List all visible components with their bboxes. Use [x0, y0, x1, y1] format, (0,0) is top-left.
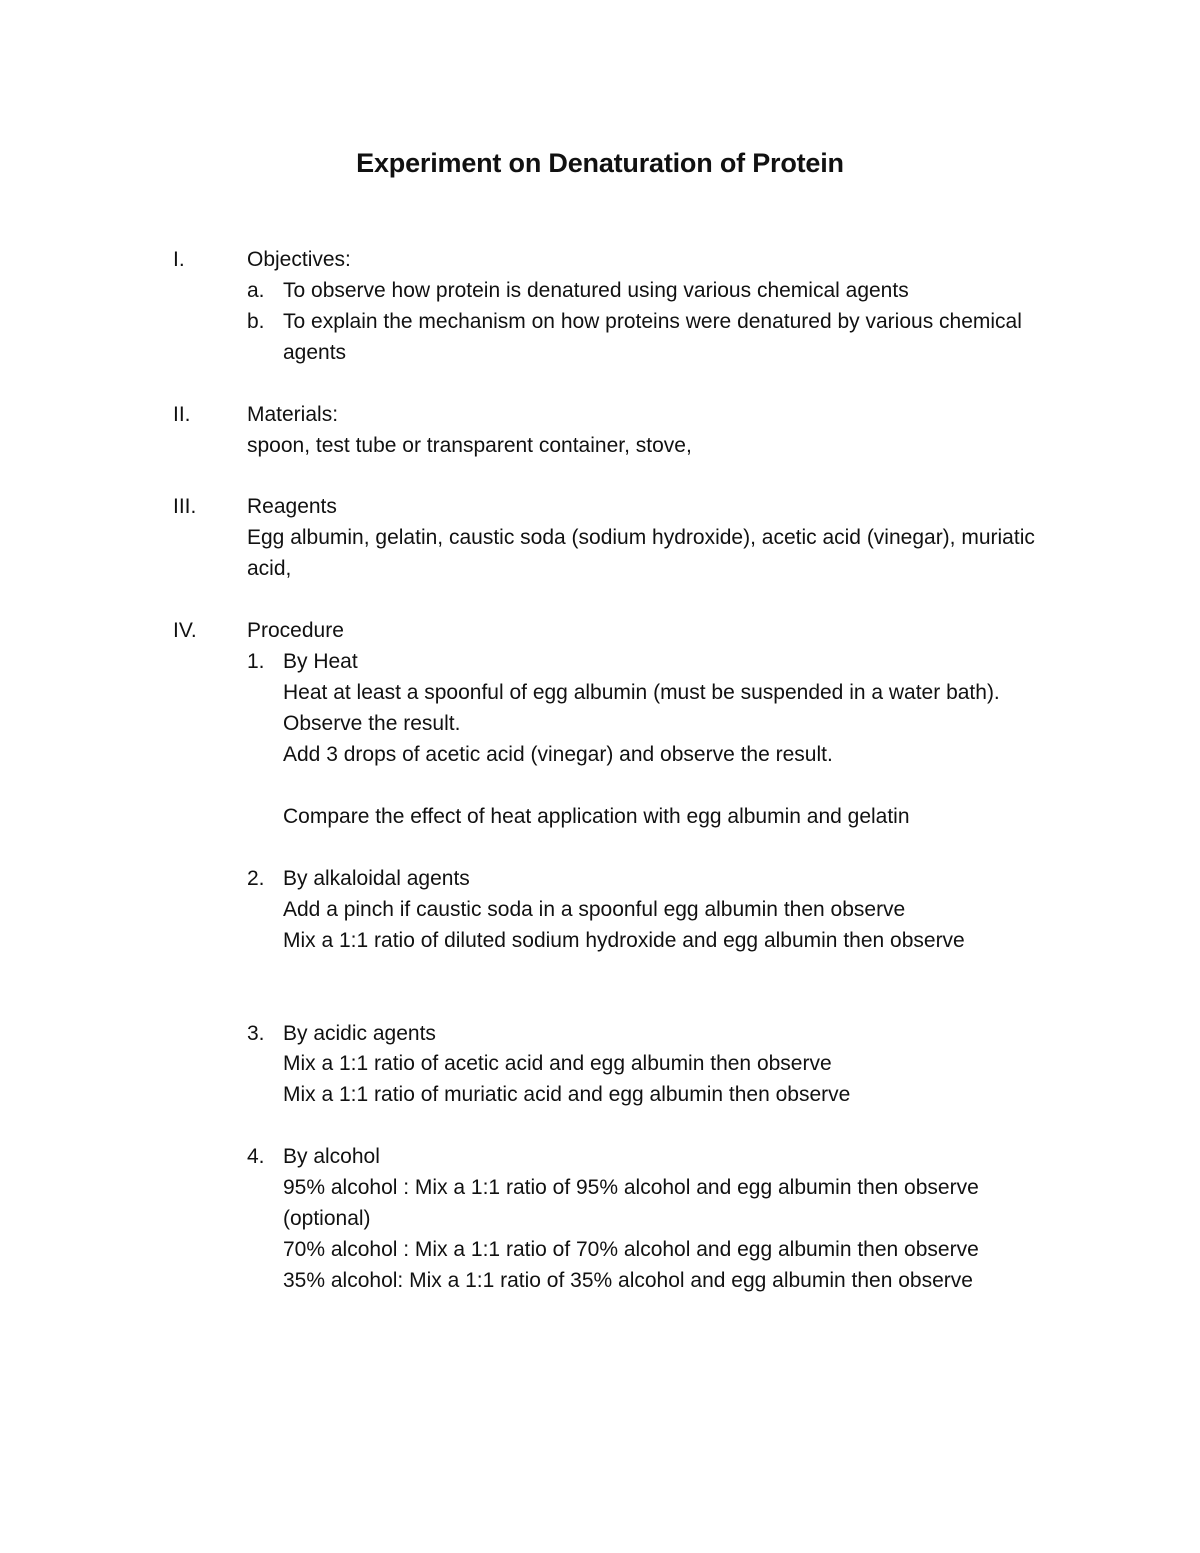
step-4-line-2: (optional): [283, 1207, 371, 1230]
step-1-line-3: Add 3 drops of acetic acid (vinegar) and observe the result.: [283, 743, 833, 766]
section-heading-procedure: Procedure: [247, 619, 344, 642]
step-3-line-1: Mix a 1:1 ratio of acetic acid and egg albumin then observe: [283, 1052, 832, 1075]
step-title-1: By Heat: [283, 650, 358, 673]
step-4-line-4: 35% alcohol: Mix a 1:1 ratio of 35% alcohol and egg albumin then observe: [283, 1269, 973, 1292]
step-2-line-1: Add a pinch if caustic soda in a spoonful egg albumin then observe: [283, 898, 906, 921]
step-marker-2: 2.: [247, 867, 265, 890]
section-numeral-objectives: I.: [173, 248, 185, 271]
section-heading-materials: Materials:: [247, 403, 339, 426]
objective-marker-b: b.: [247, 310, 265, 333]
section-numeral-reagents: III.: [173, 495, 197, 518]
step-marker-1: 1.: [247, 650, 265, 673]
step-title-3: By acidic agents: [283, 1022, 436, 1045]
step-marker-4: 4.: [247, 1145, 265, 1168]
reagents-text-line-2: acid,: [247, 557, 292, 580]
step-2-line-2: Mix a 1:1 ratio of diluted sodium hydroxide and egg albumin then observe: [283, 929, 965, 952]
step-1-line-1: Heat at least a spoonful of egg albumin (must be suspended in a water bath).: [283, 681, 1000, 704]
page-title: Experiment on Denaturation of Protein: [356, 148, 844, 178]
objective-text-b: To explain the mechanism on how proteins were denatured by various chemical: [283, 310, 1022, 333]
step-title-2: By alkaloidal agents: [283, 867, 470, 890]
section-heading-reagents: Reagents: [247, 495, 337, 518]
step-3-line-2: Mix a 1:1 ratio of muriatic acid and egg albumin then observe: [283, 1083, 851, 1106]
step-1-line-4: Compare the effect of heat application with egg albumin and gelatin: [283, 805, 910, 828]
materials-text: spoon, test tube or transparent container, stove,: [247, 434, 692, 457]
reagents-text-line-1: Egg albumin, gelatin, caustic soda (sodium hydroxide), acetic acid (vinegar), muriatic: [247, 526, 1035, 549]
section-heading-objectives: Objectives:: [247, 248, 351, 271]
objective-text-a: To observe how protein is denatured using various chemical agents: [283, 279, 909, 302]
step-title-4: By alcohol: [283, 1145, 380, 1168]
objective-marker-a: a.: [247, 279, 265, 302]
step-4-line-3: 70% alcohol : Mix a 1:1 ratio of 70% alcohol and egg albumin then observe: [283, 1238, 979, 1261]
objective-text-b-cont: agents: [283, 341, 347, 364]
section-numeral-materials: II.: [173, 403, 191, 426]
step-marker-3: 3.: [247, 1022, 265, 1045]
section-numeral-procedure: IV.: [173, 619, 197, 642]
step-1-line-2: Observe the result.: [283, 712, 461, 735]
step-4-line-1: 95% alcohol : Mix a 1:1 ratio of 95% alcohol and egg albumin then observe: [283, 1176, 979, 1199]
